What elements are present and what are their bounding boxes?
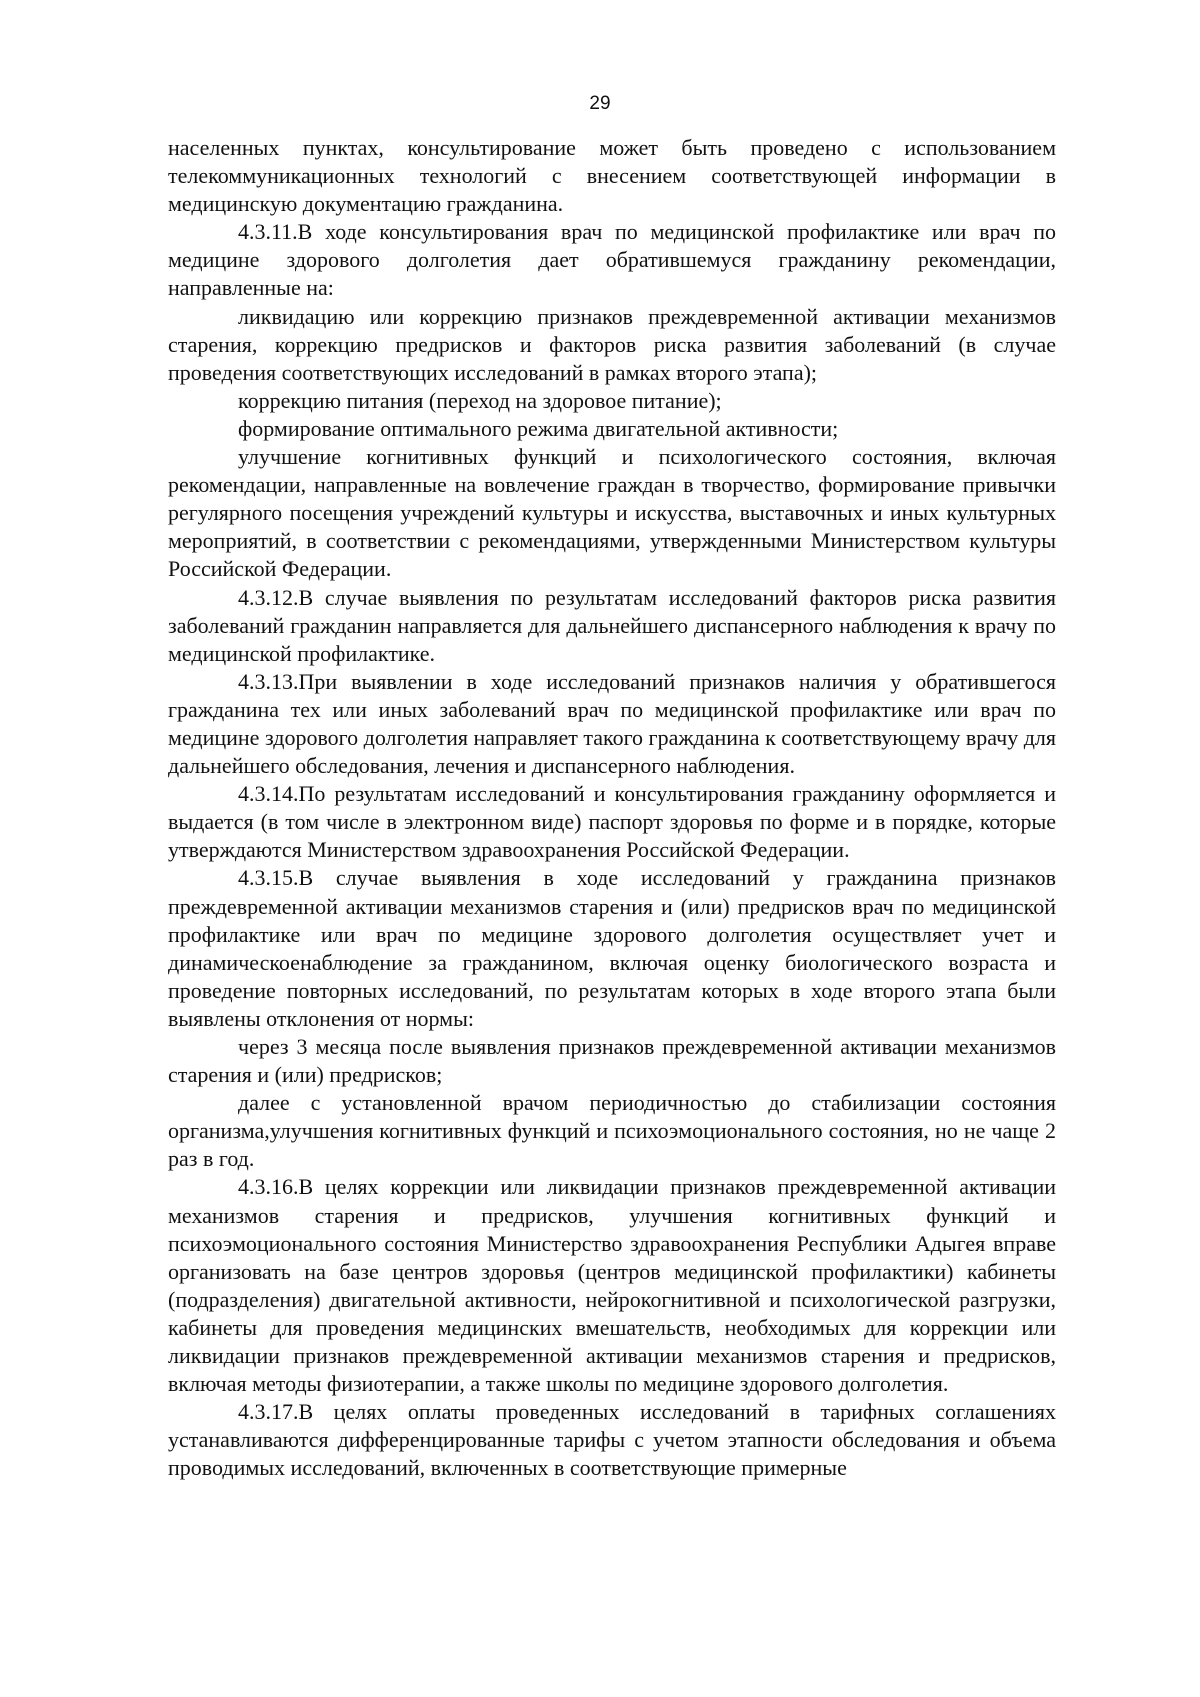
paragraph-4-3-16: 4.3.16.В целях коррекции или ликвидации признаков преждевременной активации механизмов старения и предрисков, улучшения когнитивных функций и психоэмоционального состояния Министерство здравоохранения Республики Адыгея вправе организовать на базе центров здоровья (центров медицинской профилактики) кабинеты (подразделения) двигательной активности, нейрокогнитивной и психологической разгрузки, кабинеты для проведения медицинских вмешательств, необходимых для коррекции или ликвидации признаков преждевременной активации механизмов старения и предрисков, включая методы физиотерапии, а также школы по медицине здорового долголетия. bbox=[168, 1174, 1056, 1397]
paragraph-4-3-14: 4.3.14.По результатам исследований и консультирования гражданину оформляется и выдается (в том числе в электронном виде) паспорт здоровья по форме и в порядке, которые утверждаются Министерством здравоохранения Российской Федерации. bbox=[168, 781, 1056, 863]
paragraph-4-3-11: 4.3.11.В ходе консультирования врач по медицинской профилактике или врач по медицине здорового долголетия дает обратившемуся гражданину рекомендации, направленные на: bbox=[168, 219, 1056, 301]
paragraph-4-3-17: 4.3.17.В целях оплаты проведенных исследований в тарифных соглашениях устанавливаются дифференцированные тарифы с учетом этапности обследования и объема проводимых исследований, включенных в соответствующие примерные bbox=[168, 1399, 1056, 1481]
list-item-periodicity: далее с установленной врачом периодичностью до стабилизации состояния организма,улучшения когнитивных функций и психоэмоционального состояния, но не чаще 2 раз в год. bbox=[168, 1090, 1056, 1172]
paragraph-4-3-15: 4.3.15.В случае выявления в ходе исследований у гражданина признаков преждевременной активации механизмов старения и (или) предрисков врач по медицинской профилактике или врач по медицине здорового долголетия осуществляет учет и динамическоенаблюдение за гражданином, включая оценку биологического возраста и проведение повторных исследований, по результатам которых в ходе второго этапа были выявлены отклонения от нормы: bbox=[168, 865, 1056, 1031]
list-item-aging-correction: ликвидацию или коррекцию признаков преждевременной активации механизмов старения, коррекцию предрисков и факторов риска развития заболеваний (в случае проведения соответствующих исследований в рамках второго этапа); bbox=[168, 303, 1056, 385]
list-item-nutrition: коррекцию питания (переход на здоровое питание); bbox=[238, 387, 722, 413]
document-body bbox=[168, 134, 1056, 1483]
paragraph-continuation: населенных пунктах, консультирование может быть проведено с использованием телекоммуникационных технологий с внесением соответствующей информации в медицинскую документацию гражданина. bbox=[168, 135, 1056, 217]
list-item-physical-activity: формирование оптимального режима двигательной активности; bbox=[238, 415, 839, 441]
page-number: 29 bbox=[589, 93, 611, 114]
paragraph-4-3-13: 4.3.13.При выявлении в ходе исследований признаков наличия у обратившегося гражданина тех или иных заболеваний врач по медицинской профилактике или врач по медицине здорового долголетия направляет такого гражданина к соответствующему врачу для дальнейшего обследования, лечения и диспансерного наблюдения. bbox=[168, 668, 1056, 779]
list-item-three-months: через 3 месяца после выявления признаков преждевременной активации механизмов старения и (или) предрисков; bbox=[168, 1034, 1056, 1088]
list-item-cognitive-functions: улучшение когнитивных функций и психологического состояния, включая рекомендации, направленные на вовлечение граждан в творчество, формирование привычки регулярного посещения учреждений культуры и искусства, выставочных и иных культурных мероприятий, в соответствии с рекомендациями, утвержденными Министерством культуры Российской Федерации. bbox=[168, 444, 1056, 582]
paragraph-4-3-12: 4.3.12.В случае выявления по результатам исследований факторов риска развития заболеваний гражданин направляется для дальнейшего диспансерного наблюдения к врачу по медицинской профилактике. bbox=[168, 584, 1056, 666]
